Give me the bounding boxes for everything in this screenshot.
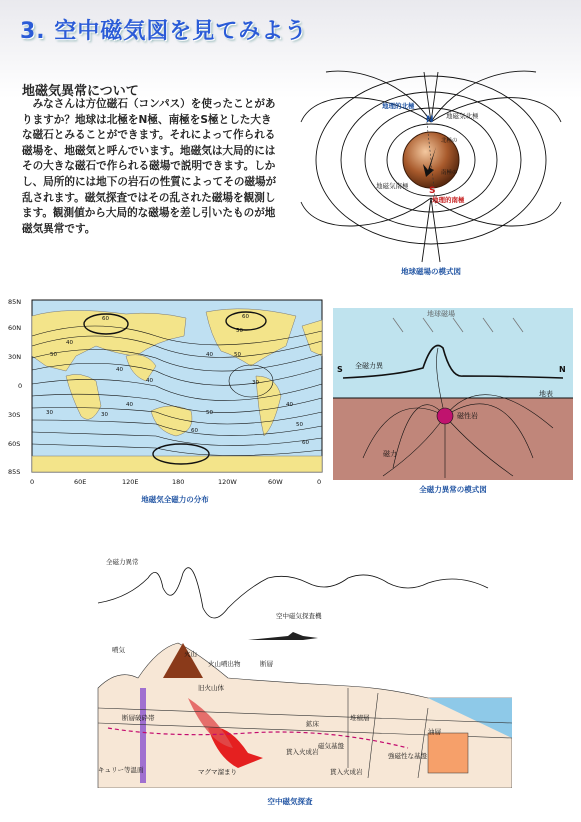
svg-text:0: 0 <box>317 478 322 486</box>
svg-text:30: 30 <box>46 410 53 416</box>
field-label: 地球磁場 <box>427 310 455 318</box>
svg-text:0: 0 <box>30 478 35 486</box>
basement-label: 磁気基盤 <box>318 742 344 750</box>
svg-text:180: 180 <box>172 478 185 486</box>
survey-diagram <box>88 548 512 788</box>
old-volcano-label: 旧火山体 <box>198 684 224 692</box>
world-map-figure <box>6 296 324 496</box>
svg-text:30S: 30S <box>8 411 21 419</box>
s-pole-label: S <box>429 186 436 196</box>
section-heading: 地磁気異常について <box>22 84 139 99</box>
fault-label: 断層 <box>260 660 273 668</box>
map-y-ticks <box>8 298 22 476</box>
fault-zone-label: 断層破砕帯 <box>122 714 155 722</box>
svg-text:85N: 85N <box>8 298 22 306</box>
survey-figure <box>88 548 512 788</box>
anomaly-figure <box>333 308 573 480</box>
mag-north-label: 地磁気北極 <box>446 112 479 120</box>
svg-text:60S: 60S <box>8 440 21 448</box>
surface-label: 地表 <box>539 390 553 398</box>
section-paragraph: みなさんは方位磁石（コンパス）を使ったことがありますか？地球は北極をN極、南極をS極とした大きな磁石とみることができます。それによって作られる磁場を、地磁気と呼んでいます。地磁気は大局的にはその大きな磁石で作られる磁場で説明できます。しかし、局所的には地下の岩石の性質によってその磁場が乱されます。磁気探査ではその乱された磁場を観測します。観測値から大局的な磁場を差し引いたものが地磁気異常です。 <box>22 98 277 235</box>
svg-text:30N: 30N <box>8 353 22 361</box>
geo-south-label: 地理的南極 <box>432 196 465 204</box>
svg-text:50: 50 <box>296 422 303 428</box>
svg-text:85S: 85S <box>8 468 21 476</box>
svg-text:120W: 120W <box>218 478 237 486</box>
n-label: N <box>559 365 566 374</box>
world-map-caption: 地磁気全磁力の分布 <box>141 495 209 504</box>
anomaly-label: 全磁力異 <box>355 362 383 370</box>
svg-text:0: 0 <box>18 382 23 390</box>
svg-text:30: 30 <box>101 412 108 418</box>
svg-text:30: 30 <box>252 380 259 386</box>
total-field-map <box>6 296 324 496</box>
svg-text:40: 40 <box>66 340 73 346</box>
sediment-label: 堆積層 <box>350 714 370 722</box>
svg-text:60N: 60N <box>8 324 22 332</box>
s-label: S <box>337 365 343 374</box>
earth-field-caption: 地球磁場の模式図 <box>401 267 461 276</box>
strong-basement-label: 強磁性な基盤 <box>388 752 427 760</box>
magnetic-rock-label: 磁性岩 <box>457 412 478 420</box>
survey-caption: 空中磁気探査 <box>267 797 313 806</box>
n-pole-label: N <box>426 115 434 125</box>
anomaly-caption: 全磁力異常の模式図 <box>419 485 487 494</box>
magma-label: マグマ溜まり <box>198 768 237 776</box>
svg-text:40: 40 <box>116 367 123 373</box>
svg-text:40: 40 <box>146 378 153 384</box>
curie-label: キュリー等温面 <box>98 766 144 774</box>
ore-label: 鉱床 <box>306 720 319 728</box>
geo-north-label: 地理的北極 <box>382 102 415 110</box>
earth-field-diagram <box>296 62 566 274</box>
earth-field-figure <box>296 62 566 274</box>
svg-text:60E: 60E <box>74 478 87 486</box>
svg-text:50: 50 <box>236 328 243 334</box>
svg-text:50: 50 <box>234 352 241 358</box>
aircraft-label: 空中磁気探査機 <box>276 612 322 620</box>
south-hemisphere-label: 南極の <box>441 170 458 176</box>
svg-text:60: 60 <box>102 316 109 322</box>
oil-label: 油層 <box>428 728 441 736</box>
svg-text:50: 50 <box>50 352 57 358</box>
ejecta-label: 火山噴出物 <box>208 660 241 668</box>
map-x-ticks <box>30 478 321 486</box>
intrusive2-label: 貫入火成岩 <box>330 768 363 776</box>
survey-anomaly-label: 全磁力異常 <box>106 558 139 566</box>
svg-text:60: 60 <box>191 428 198 434</box>
svg-text:40: 40 <box>286 402 293 408</box>
intrusive1-label: 貫入火成岩 <box>286 748 319 756</box>
mag-south-label: 地磁気南極 <box>376 182 409 190</box>
anomaly-diagram <box>333 308 573 480</box>
svg-text:40: 40 <box>206 352 213 358</box>
svg-text:60W: 60W <box>268 478 283 486</box>
svg-text:60: 60 <box>242 314 249 320</box>
page-title: 3. 空中磁気図を見てみよう <box>20 19 308 44</box>
svg-text:60: 60 <box>302 440 309 446</box>
svg-text:50: 50 <box>206 410 213 416</box>
vent-label: 噴気 <box>112 646 125 654</box>
north-hemisphere-label: 北極の <box>441 138 458 144</box>
volcano-label: 火山 <box>184 650 197 658</box>
force-label: 磁力 <box>383 450 397 458</box>
svg-text:40: 40 <box>126 402 133 408</box>
svg-text:120E: 120E <box>122 478 139 486</box>
